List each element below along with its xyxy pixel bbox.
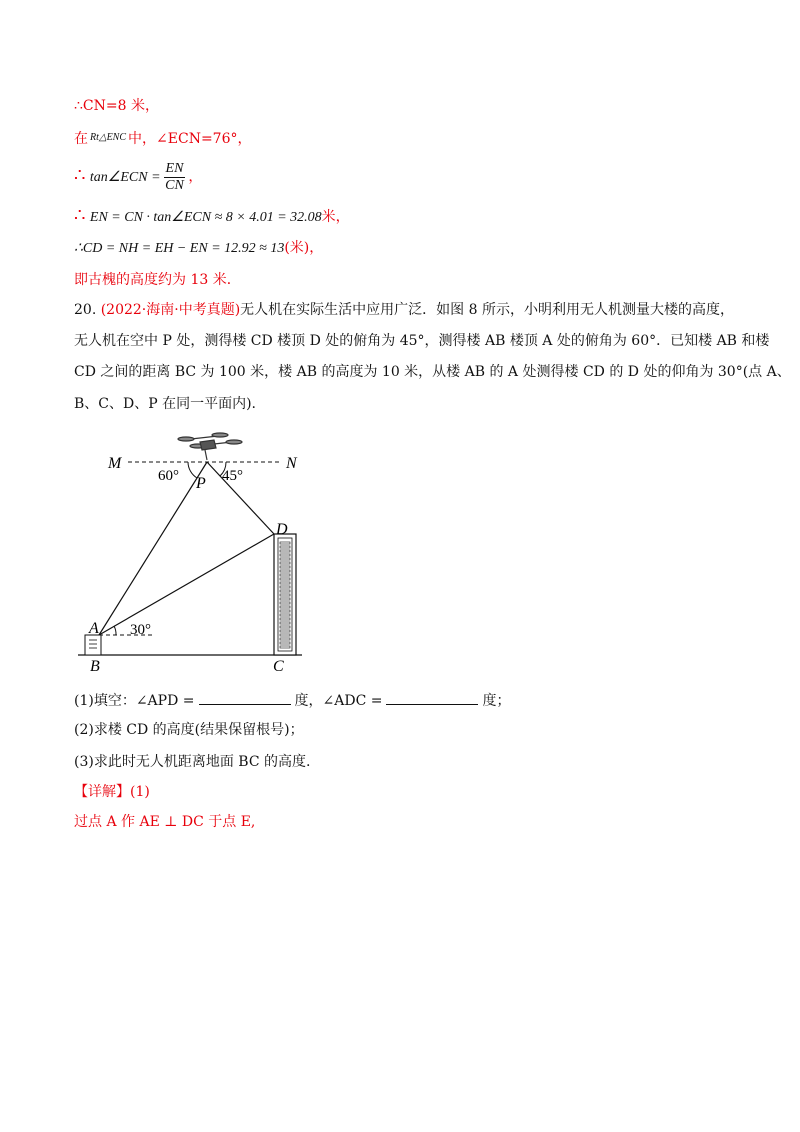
problem-line-3 bbox=[74, 362, 791, 382]
formula-lhs: tan∠ECN = bbox=[89, 170, 161, 185]
label-d: D bbox=[276, 521, 288, 538]
solution-line-2 bbox=[74, 128, 252, 149]
answer-header bbox=[74, 782, 150, 802]
problem-text: 无人机在实际生活中应用广泛．如图 8 所示，小明利用无人机测量大楼的高度， bbox=[240, 302, 734, 318]
solution-text: 即古槐的高度约为 13 米． bbox=[74, 272, 241, 288]
solution-text: ， bbox=[188, 169, 203, 185]
label-b: B bbox=[90, 658, 100, 675]
label-a: A bbox=[89, 620, 99, 637]
label-m: M bbox=[108, 455, 122, 472]
question-text: 度； bbox=[482, 693, 511, 709]
solution-text: (米)， bbox=[284, 240, 324, 256]
fraction bbox=[164, 161, 186, 194]
question-text: (1)填空：∠APD = bbox=[74, 693, 195, 709]
problem-line-2 bbox=[74, 331, 769, 351]
answer-blank-adc[interactable] bbox=[386, 690, 478, 705]
answer-text: 过点 A 作 AE ⊥ DC 于点 E, bbox=[74, 814, 256, 830]
triangle-notation: Rt△ENC bbox=[90, 132, 127, 143]
label-angle-30: 30° bbox=[130, 622, 151, 638]
label-angle-45: 45° bbox=[222, 468, 243, 484]
solution-text: 米， bbox=[321, 209, 350, 225]
formula: ∴CD = NH = EH − EN = 12.92 ≈ 13 bbox=[74, 241, 285, 256]
formula: EN = CN · tan∠ECN ≈ 8 × 4.01 = 32.08 bbox=[89, 210, 322, 225]
line-ad bbox=[99, 534, 274, 635]
question-text: (3)求此时无人机距离地面 BC 的高度. bbox=[74, 754, 311, 770]
solution-text: ∴CN=8 米， bbox=[74, 98, 159, 114]
label-angle-60: 60° bbox=[158, 468, 179, 484]
solution-text: 中，∠ECN=76°， bbox=[128, 131, 252, 147]
label-n: N bbox=[286, 455, 297, 472]
line-pa bbox=[99, 462, 207, 635]
problem-source: (2022·海南·中考真题) bbox=[100, 302, 241, 318]
building-ab bbox=[85, 635, 101, 655]
question-2 bbox=[74, 720, 304, 740]
question-1 bbox=[74, 690, 510, 711]
solution-line-6 bbox=[74, 270, 241, 290]
drone-icon bbox=[178, 433, 242, 460]
problem-text: B、C、D、P 在同一平面内). bbox=[74, 396, 257, 412]
fraction-numerator: EN bbox=[165, 160, 184, 176]
problem-line-1 bbox=[74, 300, 734, 320]
therefore-symbol: ∴ bbox=[74, 165, 86, 186]
solution-line-3 bbox=[74, 158, 202, 196]
fraction-denominator: CN bbox=[165, 177, 184, 193]
answer-blank-apd[interactable] bbox=[199, 690, 291, 705]
solution-line-1 bbox=[74, 96, 159, 116]
solution-text: 在 bbox=[74, 131, 88, 147]
problem-text: CD 之间的距离 BC 为 100 米，楼 AB 的高度为 10 米，从楼 AB 的 A 处测得楼 CD 的 D 处的仰角为 30°(点 A、 bbox=[74, 364, 791, 380]
problem-line-4 bbox=[74, 394, 256, 414]
answer-step-1 bbox=[74, 812, 255, 832]
question-text: 度，∠ADC = bbox=[294, 693, 383, 709]
solution-line-5 bbox=[74, 238, 323, 259]
geometry-figure bbox=[0, 428, 320, 678]
therefore-symbol: ∴ bbox=[74, 205, 86, 226]
label-p: P bbox=[196, 475, 206, 492]
question-3 bbox=[74, 752, 310, 772]
solution-line-4 bbox=[74, 206, 350, 228]
label-c: C bbox=[273, 658, 284, 675]
question-text: (2)求楼 CD 的高度(结果保留根号)； bbox=[74, 722, 304, 738]
angle-arc-a bbox=[114, 626, 116, 635]
problem-text: 无人机在空中 P 处，测得楼 CD 楼顶 D 处的俯角为 45°，测得楼 AB 楼顶 A 处的俯角为 60°．已知楼 AB 和楼 bbox=[74, 333, 770, 349]
problem-number: 20. bbox=[74, 302, 97, 318]
answer-header-text: 【详解】(1) bbox=[74, 784, 150, 800]
